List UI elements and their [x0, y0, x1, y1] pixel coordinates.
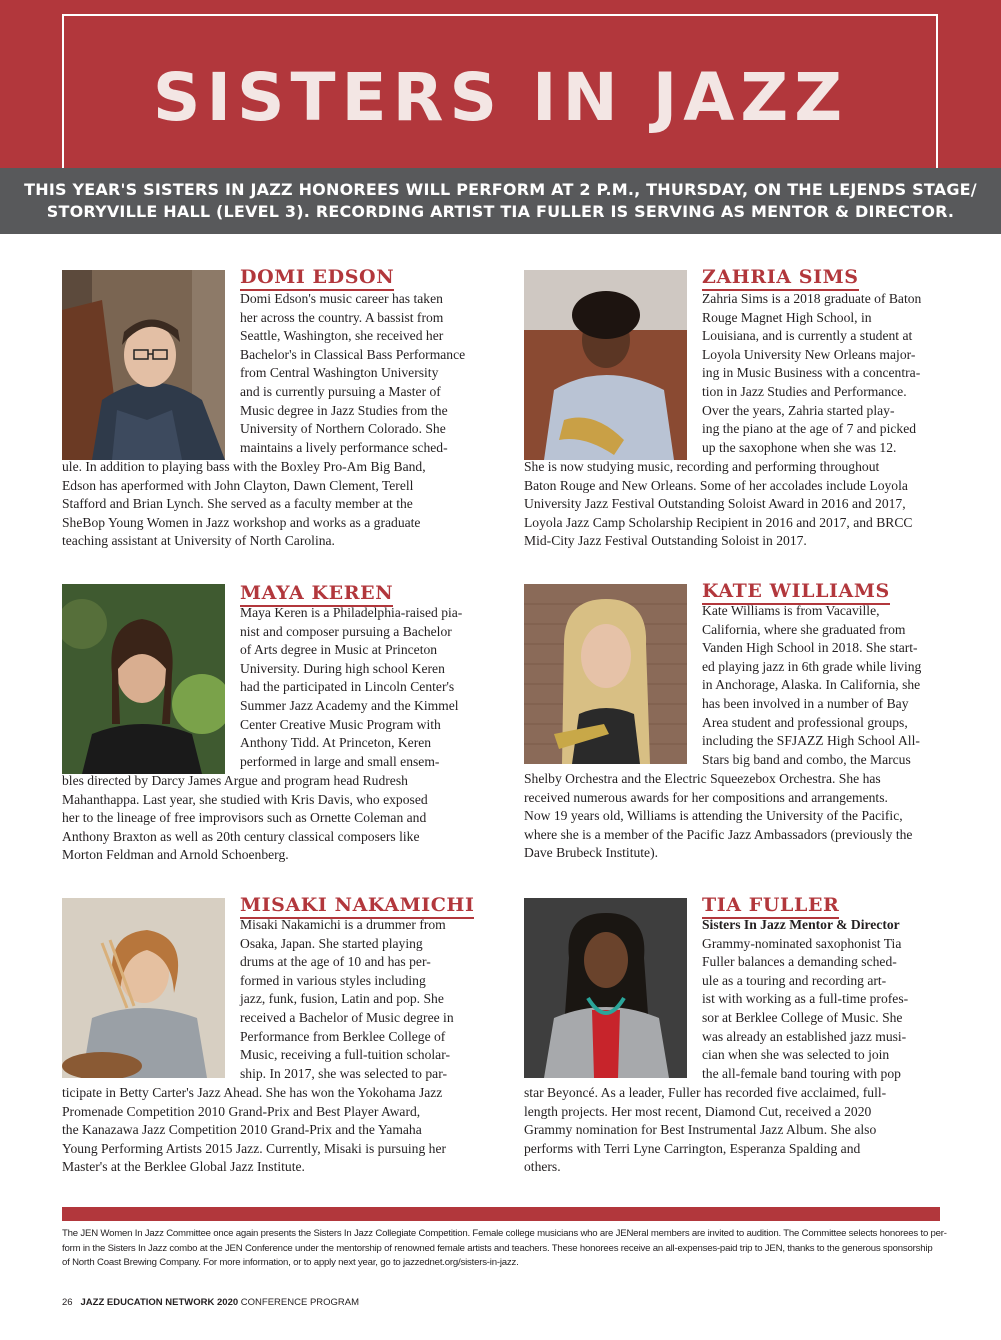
- bio-line: Mid-City Jazz Festival Outstanding Soloist in 2017.: [524, 533, 807, 549]
- bio-line: Dave Brubeck Institute).: [524, 845, 659, 861]
- bio-line: the Kanazawa Jazz Competition 2010 Grand-Prix and the Yamaha: [62, 1122, 422, 1138]
- subtitle-line-1: THIS YEAR'S SISTERS IN JAZZ HONOREES WILL PERFORM AT 2 P.M., THURSDAY, ON THE LEJENDS STAGE/: [24, 180, 977, 199]
- bio-line: Zahria Sims is a 2018 graduate of Baton: [702, 291, 922, 306]
- section-name: CONFERENCE PROGRAM: [240, 1297, 360, 1308]
- bio-top-domi: [240, 290, 465, 457]
- bio-line: her to the lineage of free improvisors such as Ornette Coleman and: [62, 810, 427, 826]
- photo-tia-fuller: [524, 898, 687, 1078]
- bio-line: University of Northern Colorado. She: [240, 421, 446, 437]
- bio-line: Summer Jazz Academy and the Kimmel: [240, 697, 459, 713]
- publication-name: JAZZ EDUCATION NETWORK 2020: [80, 1297, 239, 1308]
- bio-line: up the saxophone when she was 12.: [702, 439, 897, 455]
- bio-line: received numerous awards for her compositions and arrangements.: [524, 789, 888, 805]
- bio-line: Fuller balances a demanding sched-: [702, 954, 897, 970]
- bio-top-misaki: [240, 916, 454, 1083]
- bio-top-tia: [702, 916, 908, 1083]
- bio-line: has been involved in a number of Bay: [702, 695, 909, 711]
- bio-line: University. During high school Keren: [240, 660, 445, 676]
- bio-line: Now 19 years old, Williams is attending the University of the Pacific,: [524, 808, 903, 824]
- bio-line: Mahanthappa. Last year, she studied with Kris Davis, who exposed: [62, 791, 428, 807]
- bio-line: tion in Jazz Studies and Performance.: [702, 383, 907, 399]
- bio-line: the all-female band touring with pop: [702, 1065, 901, 1081]
- bio-line: Osaka, Japan. She started playing: [240, 935, 423, 951]
- bio-line: Vanden High School in 2018. She start-: [702, 640, 918, 656]
- bio-line: Anthony Tidd. At Princeton, Keren: [240, 735, 432, 751]
- bio-line: Anthony Braxton as well as 20th century classical composers like: [62, 828, 420, 844]
- photo-domi-edson: [62, 270, 225, 460]
- bio-line: Over the years, Zahria started play-: [702, 402, 895, 418]
- bio-line: ule. In addition to playing bass with the Boxley Pro-Am Big Band,: [62, 459, 426, 474]
- honoree-name: KATE WILLIAMS: [702, 580, 890, 605]
- bio-line: Master's at the Berklee Global Jazz Institute.: [62, 1159, 305, 1175]
- honoree-name: ZAHRIA SIMS: [702, 266, 859, 291]
- bio-line: was already an established jazz musi-: [702, 1028, 907, 1044]
- footer-note-line: form in the Sisters In Jazz combo at the JEN Conference under the mentorship of renowned female artists and teachers. These honorees receive an all-expenses-paid trip to JEN, thanks to the generous sponsorship: [62, 1242, 933, 1254]
- bio-line: Stafford and Brian Lynch. She served as a faculty member at the: [62, 496, 413, 512]
- bio-top-zahria: [702, 290, 921, 457]
- bio-top-maya: [240, 604, 462, 771]
- subtitle-line-2: STORYVILLE HALL (LEVEL 3). RECORDING ARTIST TIA FULLER IS SERVING AS MENTOR & DIRECTOR.: [46, 202, 955, 221]
- page-folio: [62, 1297, 359, 1308]
- subtitle: [0, 179, 1001, 223]
- footer-note: [62, 1227, 947, 1271]
- bio-line: ed playing jazz in 6th grade while living: [702, 658, 922, 674]
- honoree-name: MAYA KEREN: [240, 582, 393, 607]
- bio-line: Louisiana, and is currently a student at: [702, 328, 913, 344]
- honoree-name: DOMI EDSON: [240, 266, 394, 291]
- honoree-name: MISAKI NAKAMICHI: [240, 894, 474, 919]
- bio-line: had the participated in Lincoln Center's: [240, 679, 455, 695]
- bio-line: ship. In 2017, she was selected to par-: [240, 1065, 447, 1081]
- photo-misaki-nakamichi: [62, 898, 225, 1078]
- bio-line: cian when she was selected to join: [702, 1047, 890, 1063]
- bio-bottom-zahria: [524, 458, 913, 551]
- bio-line: sor at Berklee College of Music. She: [702, 1009, 903, 1025]
- bio-line: formed in various styles including: [240, 972, 426, 988]
- bio-line: ist with working as a full-time profes-: [702, 991, 909, 1007]
- bio-bottom-maya: [62, 772, 428, 865]
- bio-line: teaching assistant at University of North Carolina.: [62, 533, 335, 549]
- bio-line: Stars big band and combo, the Marcus: [702, 751, 911, 767]
- bio-line: star Beyoncé. As a leader, Fuller has recorded five acclaimed, full-: [524, 1085, 887, 1100]
- bio-line: received a Bachelor of Music degree in: [240, 1009, 454, 1025]
- bio-line: performed in large and small ensem-: [240, 753, 440, 769]
- bio-line: Misaki Nakamichi is a drummer from: [240, 917, 446, 932]
- footer-note-line: The JEN Women In Jazz Committee once again presents the Sisters In Jazz Collegiate Competition. Female college musicians who are JENeral members are invited to audition. The Committee selects honorees to per-: [62, 1228, 947, 1239]
- bio-line: ticipate in Betty Carter's Jazz Ahead. She has won the Yokohama Jazz: [62, 1085, 443, 1100]
- bio-line: Kate Williams is from Vacaville,: [702, 603, 880, 618]
- bio-line: of Arts degree in Music at Princeton: [240, 642, 438, 658]
- bio-line: Music, receiving a full-tuition scholar-: [240, 1047, 450, 1063]
- honoree-role: Sisters In Jazz Mentor & Director: [702, 917, 900, 932]
- photo-kate-williams: [524, 584, 687, 764]
- bio-line: maintains a lively performance sched-: [240, 439, 448, 455]
- bio-line: Baton Rouge and New Orleans. Some of her accolades include Loyola: [524, 477, 908, 493]
- bio-line: her across the country. A bassist from: [240, 309, 444, 325]
- bio-line: ule as a touring and recording art-: [702, 972, 887, 988]
- bio-line: in Anchorage, Alaska. In California, she: [702, 677, 921, 693]
- bio-line: Loyola Jazz Camp Scholarship Recipient in 2016 and 2017, and BRCC: [524, 514, 913, 530]
- bio-line: bles directed by Darcy James Argue and program head Rudresh: [62, 773, 408, 788]
- bio-line: drums at the age of 10 and has per-: [240, 954, 431, 970]
- bio-bottom-domi: [62, 458, 426, 551]
- bio-line: Maya Keren is a Philadelphia-raised pia-: [240, 605, 463, 620]
- bio-line: SheBop Young Women in Jazz workshop and works as a graduate: [62, 514, 421, 530]
- page-title: SISTERS IN JAZZ: [152, 59, 849, 136]
- bio-line: and is currently pursuing a Master of: [240, 383, 441, 399]
- bio-line: including the SFJAZZ High School All-: [702, 733, 920, 749]
- bio-line: Edson has aperformed with John Clayton, Dawn Clement, Terell: [62, 477, 414, 493]
- bio-line: Loyola University New Orleans major-: [702, 346, 916, 362]
- photo-zahria-sims: [524, 270, 687, 460]
- bio-line: Center Creative Music Program with: [240, 716, 441, 732]
- photo-maya-keren: [62, 584, 225, 774]
- bio-line: Shelby Orchestra and the Electric Squeezebox Orchestra. She has: [524, 771, 881, 786]
- subtitle-bar: [0, 168, 1001, 234]
- title-banner: [0, 0, 1001, 168]
- bio-line: Grammy-nominated saxophonist Tia: [702, 935, 902, 951]
- bio-bottom-tia: [524, 1084, 886, 1177]
- bio-line: University Jazz Festival Outstanding Soloist Award in 2016 and 2017,: [524, 496, 906, 512]
- bio-line: Music degree in Jazz Studies from the: [240, 402, 448, 418]
- bio-line: Morton Feldman and Arnold Schoenberg.: [62, 847, 289, 863]
- bio-line: Seattle, Washington, she received her: [240, 328, 444, 344]
- bio-line: Performance from Berklee College of: [240, 1028, 446, 1044]
- bio-line: others.: [524, 1159, 561, 1175]
- bio-line: jazz, funk, fusion, Latin and pop. She: [240, 991, 444, 1007]
- bio-line: Area student and professional groups,: [702, 714, 908, 730]
- bio-top-kate: [702, 602, 921, 769]
- bio-line: Promenade Competition 2010 Grand-Prix and Best Player Award,: [62, 1103, 421, 1119]
- bio-line: where she is a member of the Pacific Jazz Ambassadors (previously the: [524, 826, 913, 842]
- bio-line: ing in Music Business with a concentra-: [702, 365, 921, 381]
- bio-line: Rouge Magnet High School, in: [702, 309, 872, 325]
- bio-line: Grammy nomination for Best Instrumental Jazz Album. She also: [524, 1122, 877, 1138]
- footer-rule: [62, 1207, 940, 1221]
- bio-line: She is now studying music, recording and performing throughout: [524, 459, 880, 474]
- bio-line: from Central Washington University: [240, 365, 439, 381]
- bio-line: nist and composer pursuing a Bachelor: [240, 623, 452, 639]
- honoree-name: TIA FULLER: [702, 894, 839, 919]
- bio-line: Young Performing Artists 2015 Jazz. Currently, Misaki is pursuing her: [62, 1140, 447, 1156]
- bio-bottom-misaki: [62, 1084, 446, 1177]
- bio-line: length projects. Her most recent, Diamond Cut, received a 2020: [524, 1103, 872, 1119]
- bio-line: ing the piano at the age of 7 and picked: [702, 421, 917, 437]
- bio-line: performs with Terri Lyne Carrington, Esperanza Spalding and: [524, 1140, 861, 1156]
- bio-line: Bachelor's in Classical Bass Performance: [240, 346, 466, 362]
- bio-line: California, where she graduated from: [702, 621, 906, 637]
- bio-bottom-kate: [524, 770, 912, 863]
- footer-note-line: of North Coast Brewing Company. For more information, or to apply next year, go to jazzednet.org/sisters-in-jazz.: [62, 1257, 519, 1268]
- page-number: 26: [62, 1297, 73, 1308]
- bio-line: Domi Edson's music career has taken: [240, 291, 443, 306]
